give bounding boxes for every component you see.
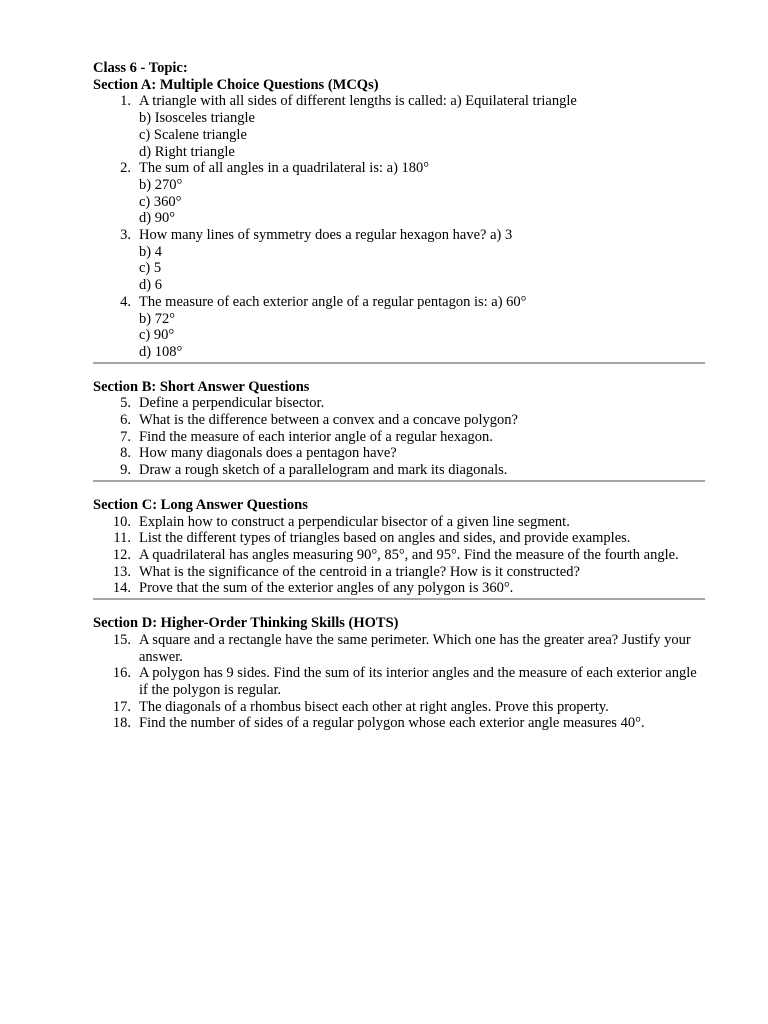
question-text: Find the number of sides of a regular polygon whose each exterior angle measures 40°.: [139, 715, 645, 732]
question-text: A quadrilateral has angles measuring 90°, 85°, and 95°. Find the measure of the fourth angle.: [139, 546, 679, 563]
section-divider: [93, 362, 705, 364]
question-text: A triangle with all sides of different lengths is called: a) Equilateral triangle: [139, 93, 577, 110]
question-text: How many lines of symmetry does a regular hexagon have? a) 3: [139, 227, 513, 244]
question-number: 6.: [120, 412, 131, 429]
answer-option: c) 5: [139, 260, 162, 277]
answer-option: d) 90°: [139, 210, 176, 227]
question-item: [93, 580, 705, 597]
question-number: 18.: [112, 715, 131, 732]
question-number: 1.: [120, 93, 131, 110]
question-number: 8.: [120, 445, 131, 462]
answer-option: c) 360°: [139, 193, 182, 210]
question-item: [93, 294, 705, 361]
question-number: 10.: [112, 513, 131, 530]
question-number: 13.: [112, 563, 131, 580]
question-text: How many diagonals does a pentagon have?: [139, 445, 397, 462]
question-number: 2.: [120, 160, 131, 177]
question-text: What is the difference between a convex and a concave polygon?: [139, 412, 518, 429]
section-a: [93, 77, 705, 361]
question-text: The sum of all angles in a quadrilateral is: a) 180°: [139, 160, 430, 177]
section-divider: [93, 598, 705, 600]
question-item: [93, 160, 705, 227]
question-item: [93, 530, 705, 547]
section-b: [93, 379, 705, 479]
question-number: 9.: [120, 462, 131, 479]
document-body: [93, 60, 705, 732]
section-heading: Section D: Higher-Order Thinking Skills (HOTS): [93, 615, 399, 632]
question-text: The measure of each exterior angle of a regular pentagon is: a) 60°: [139, 293, 527, 310]
question-text: The diagonals of a rhombus bisect each other at right angles. Prove this property.: [139, 698, 609, 715]
document-title: Class 6 - Topic:: [93, 60, 188, 76]
question-item: [93, 715, 705, 732]
answer-option: c) Scalene triangle: [139, 126, 247, 143]
question-number: 11.: [113, 530, 131, 547]
question-number: 5.: [120, 395, 131, 412]
question-text: List the different types of triangles based on angles and sides, and provide examples.: [139, 530, 631, 547]
question-number: 16.: [112, 665, 131, 682]
section-c: [93, 497, 705, 597]
question-text: Draw a rough sketch of a parallelogram and mark its diagonals.: [139, 462, 508, 479]
section-heading: Section B: Short Answer Questions: [93, 378, 310, 395]
answer-option: b) Isosceles triangle: [139, 110, 255, 127]
question-text: Explain how to construct a perpendicular bisector of a given line segment.: [139, 513, 570, 530]
question-item: [93, 462, 705, 479]
question-item: [93, 395, 705, 412]
answer-option: c) 90°: [139, 327, 175, 344]
question-number: 4.: [120, 293, 131, 310]
answer-option: b) 4: [139, 243, 162, 260]
question-item: [93, 412, 705, 429]
question-number: 17.: [112, 698, 131, 715]
section-d: [93, 615, 705, 732]
question-item: [93, 665, 705, 698]
question-number: 12.: [112, 546, 131, 563]
question-number: 3.: [120, 227, 131, 244]
answer-option: d) 108°: [139, 343, 183, 360]
section-heading: Section C: Long Answer Questions: [93, 496, 308, 513]
answer-option: b) 72°: [139, 310, 176, 327]
question-item: [93, 227, 705, 294]
answer-option: d) 6: [139, 277, 162, 294]
question-text: A square and a rectangle have the same perimeter. Which one has the greater area? Justify your answer.: [139, 631, 691, 665]
answer-option: d) Right triangle: [139, 143, 235, 160]
question-item: [93, 699, 705, 716]
section-divider: [93, 480, 705, 482]
section-heading: Section A: Multiple Choice Questions (MCQs): [93, 76, 379, 93]
question-text: Prove that the sum of the exterior angles of any polygon is 360°.: [139, 580, 514, 597]
question-item: [93, 93, 705, 160]
question-item: [93, 564, 705, 581]
answer-option: b) 270°: [139, 176, 183, 193]
question-item: [93, 547, 705, 564]
question-number: 14.: [112, 580, 131, 597]
question-item: [93, 514, 705, 531]
question-item: [93, 632, 705, 665]
question-item: [93, 445, 705, 462]
question-number: 7.: [120, 428, 131, 445]
question-text: Define a perpendicular bisector.: [139, 395, 325, 412]
question-text: A polygon has 9 sides. Find the sum of its interior angles and the measure of each exterior angle if the polygon is regular.: [139, 665, 697, 698]
question-number: 15.: [112, 631, 131, 648]
question-item: [93, 429, 705, 446]
question-text: What is the significance of the centroid in a triangle? How is it constructed?: [139, 563, 580, 580]
question-text: Find the measure of each interior angle of a regular hexagon.: [139, 428, 493, 445]
